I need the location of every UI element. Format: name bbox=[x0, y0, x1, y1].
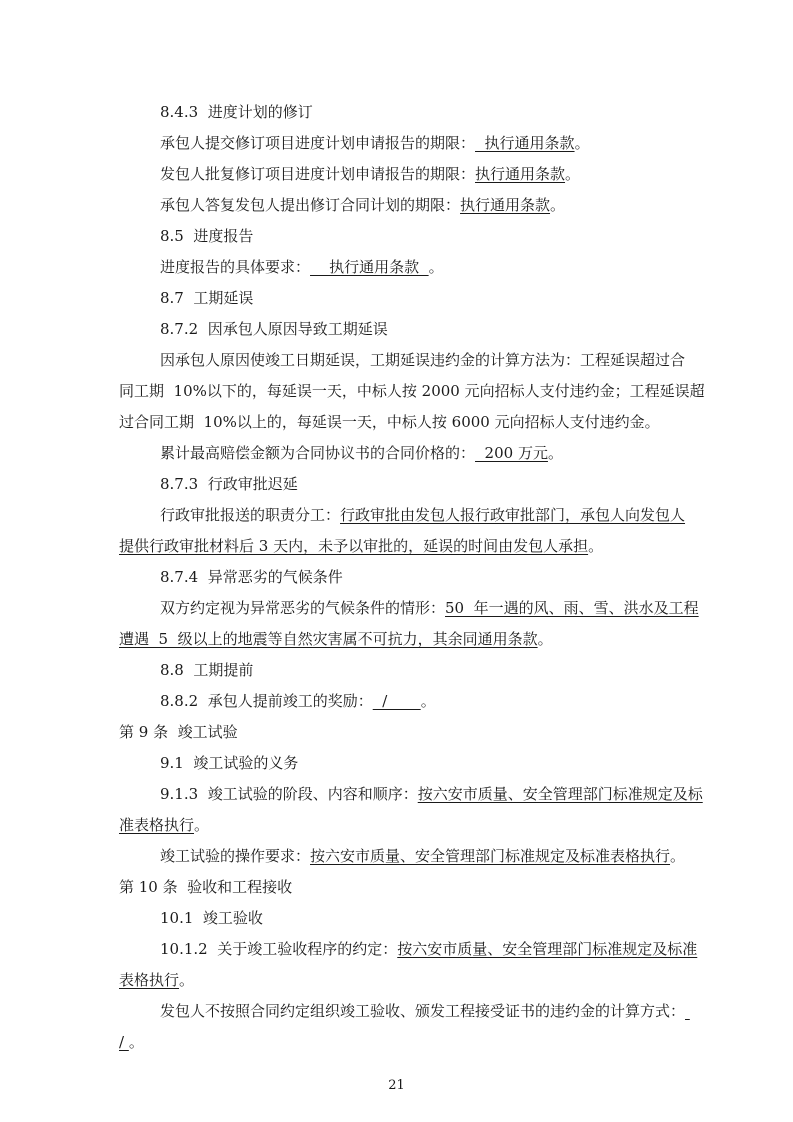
filled-value: 按六安市质量、安全管理部门标准规定及标准 bbox=[397, 940, 698, 958]
text-segment: 承包人答复发包人提出修订合同计划的期限： bbox=[160, 196, 461, 214]
paragraph-line bbox=[119, 815, 793, 835]
heading-9-1 bbox=[160, 753, 793, 773]
paragraph-line bbox=[119, 412, 793, 432]
text-segment: 。 bbox=[420, 692, 436, 710]
filled-value: 执行通用条款 bbox=[460, 196, 551, 214]
filled-value: / bbox=[372, 692, 421, 710]
text-segment: 第 9 条 竣工试验 bbox=[119, 723, 238, 741]
filled-value: 准表格执行 bbox=[119, 816, 195, 834]
paragraph-line bbox=[160, 195, 793, 215]
text-segment: 8.5 进度报告 bbox=[160, 227, 254, 245]
paragraph-line bbox=[160, 133, 793, 153]
text-segment: 行政审批报送的职责分工： bbox=[160, 506, 341, 524]
text-segment: 。 bbox=[550, 196, 566, 214]
text-segment: 。 bbox=[194, 816, 210, 834]
heading-8-7-3 bbox=[160, 474, 793, 494]
filled-value bbox=[685, 1002, 690, 1020]
text-segment: 。 bbox=[588, 537, 604, 555]
text-segment: 。 bbox=[537, 630, 553, 648]
heading-8-7-4 bbox=[160, 567, 793, 587]
text-segment: 。 bbox=[547, 444, 563, 462]
text-segment: 。 bbox=[574, 134, 590, 152]
filled-value: 表格执行 bbox=[119, 971, 180, 989]
paragraph-line bbox=[160, 691, 793, 711]
text-segment: 8.8.2 承包人提前竣工的奖励： bbox=[160, 692, 373, 710]
paragraph-line bbox=[119, 970, 793, 990]
heading-8-7 bbox=[160, 288, 793, 308]
filled-value: 执行通用条款 bbox=[475, 134, 575, 152]
text-segment: 发包人不按照合同约定组织竣工验收、颁发工程接受证书的违约金的计算方式： bbox=[160, 1002, 686, 1020]
paragraph-line bbox=[160, 164, 793, 184]
paragraph-line bbox=[160, 846, 793, 866]
paragraph-line bbox=[119, 381, 793, 401]
text-segment: 10.1.2 关于竣工验收程序的约定： bbox=[160, 940, 398, 958]
paragraph-line bbox=[119, 629, 793, 649]
filled-value: 按六安市质量、安全管理部门标准规定及标 bbox=[417, 785, 703, 803]
filled-value: 行政审批由发包人报行政审批部门，承包人向发包人 bbox=[340, 506, 686, 524]
heading-8-7-2 bbox=[160, 319, 793, 339]
text-segment: 承包人提交修订项目进度计划申请报告的期限： bbox=[160, 134, 476, 152]
text-segment: 。 bbox=[565, 165, 581, 183]
text-segment: 8.8 工期提前 bbox=[160, 661, 254, 679]
article-10-heading bbox=[119, 877, 793, 897]
paragraph-line bbox=[160, 257, 793, 277]
heading-8-8 bbox=[160, 660, 793, 680]
text-segment: 发包人批复修订项目进度计划申请报告的期限： bbox=[160, 165, 476, 183]
text-segment: 8.7.4 异常恶劣的气候条件 bbox=[160, 568, 343, 586]
paragraph-line bbox=[160, 443, 793, 463]
text-segment: 过合同工期 10%以上的，每延误一天，中标人按 6000 元向招标人支付违约金。 bbox=[119, 413, 660, 431]
text-segment: 9.1.3 竣工试验的阶段、内容和顺序： bbox=[160, 785, 418, 803]
text-segment: 8.7.2 因承包人原因导致工期延误 bbox=[160, 320, 388, 338]
paragraph-line bbox=[160, 1001, 793, 1021]
filled-value: 200 万元 bbox=[475, 444, 548, 462]
text-segment: 进度报告的具体要求： bbox=[160, 258, 311, 276]
filled-value: 提供行政审批材料后 3 天内，未予以审批的，延误的时间由发包人承担 bbox=[119, 537, 589, 555]
text-segment: 8.7 工期延误 bbox=[160, 289, 254, 307]
filled-value: 遭遇 5 级以上的地震等自然灾害属不可抗力，其余同通用条款 bbox=[119, 630, 538, 648]
heading-8-4-3 bbox=[160, 102, 793, 122]
filled-value: 执行通用条款 bbox=[310, 258, 429, 276]
paragraph-line bbox=[160, 505, 793, 525]
filled-value: 按六安市质量、安全管理部门标准规定及标准表格执行 bbox=[310, 847, 671, 865]
text-segment: 第 10 条 验收和工程接收 bbox=[119, 878, 293, 896]
page-number: 21 bbox=[388, 1078, 405, 1093]
text-segment: 9.1 竣工试验的义务 bbox=[160, 754, 299, 772]
heading-10-1 bbox=[160, 908, 793, 928]
paragraph-line bbox=[160, 784, 793, 804]
paragraph-line bbox=[119, 1032, 793, 1052]
text-segment: 同工期 10%以下的，每延误一天，中标人按 2000 元向招标人支付违约金；工程延误超 bbox=[119, 382, 705, 400]
text-segment: 因承包人原因使竣工日期延误，工期延误违约金的计算方法为：工程延误超过合 bbox=[160, 351, 686, 369]
filled-value: / bbox=[119, 1033, 129, 1051]
text-segment: 。 bbox=[179, 971, 195, 989]
paragraph-line bbox=[160, 939, 793, 959]
filled-value: 50 年一遇的风、雨、雪、洪水及工程 bbox=[445, 599, 699, 617]
text-segment: 。 bbox=[128, 1033, 144, 1051]
paragraph-line bbox=[160, 350, 793, 370]
filled-value: 执行通用条款 bbox=[475, 165, 566, 183]
paragraph-line bbox=[160, 598, 793, 618]
text-segment: 。 bbox=[670, 847, 686, 865]
article-9-heading bbox=[119, 722, 793, 742]
heading-8-5 bbox=[160, 226, 793, 246]
text-segment: 8.4.3 进度计划的修订 bbox=[160, 103, 313, 121]
text-segment: 双方约定视为异常恶劣的气候条件的情形： bbox=[160, 599, 446, 617]
text-segment: 10.1 竣工验收 bbox=[160, 909, 263, 927]
paragraph-line bbox=[119, 536, 793, 556]
text-segment: 。 bbox=[428, 258, 444, 276]
text-segment: 累计最高赔偿金额为合同协议书的合同价格的： bbox=[160, 444, 476, 462]
text-segment: 竣工试验的操作要求： bbox=[160, 847, 311, 865]
text-segment: 8.7.3 行政审批迟延 bbox=[160, 475, 298, 493]
